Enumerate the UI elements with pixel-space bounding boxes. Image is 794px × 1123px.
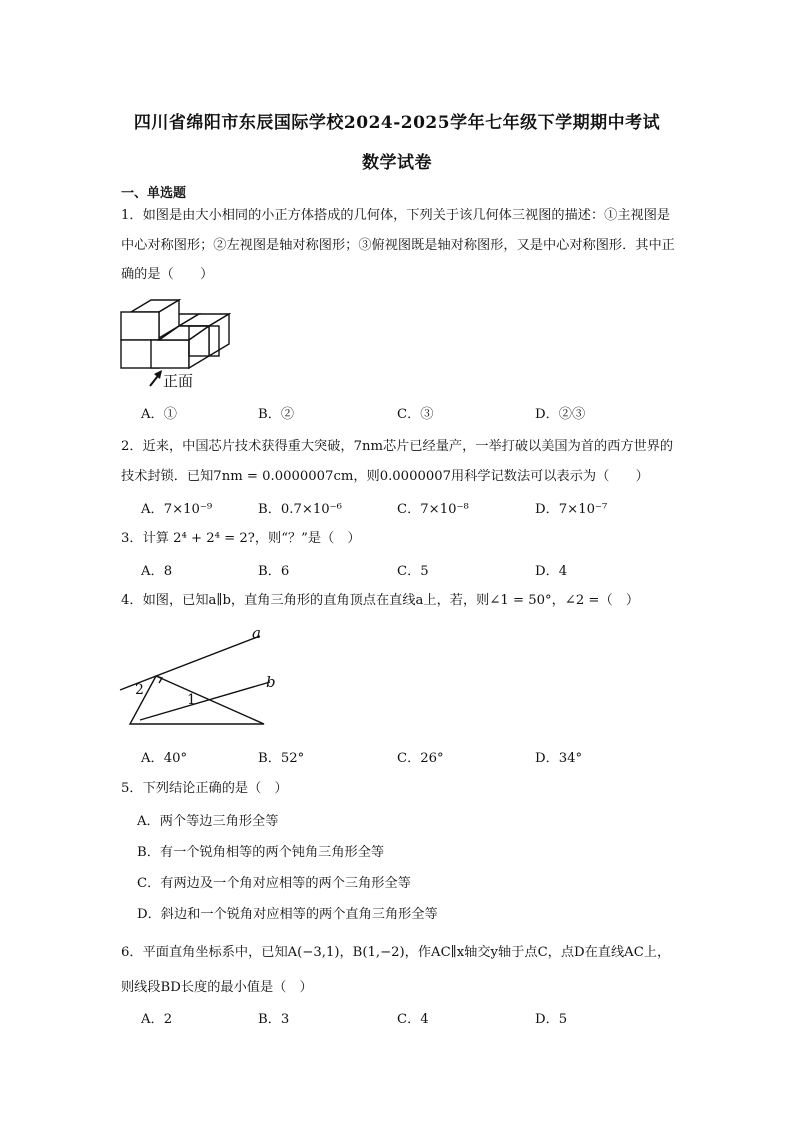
q5-option-b[interactable]: B．有一个锐角相等的两个钝角三角形全等 [137,845,385,860]
q4-option-c[interactable]: C．26° [397,751,444,766]
q2-option-d[interactable]: D．7×10⁻⁷ [535,502,608,517]
q1-option-c[interactable]: C．③ [397,407,434,422]
q2-option-c[interactable]: C．7×10⁻⁸ [397,502,469,517]
q2-option-a[interactable]: A．7×10⁻⁹ [141,502,213,517]
q1-option-a[interactable]: A．① [141,407,177,422]
question-4-stem: 4．如图，已知a∥b，直角三角形的直角顶点在直线a上，若，则∠1 = 50°，∠2 =（ ） [121,593,640,608]
line-a-label: a [252,624,261,642]
q6-option-d[interactable]: D．5 [535,1012,568,1027]
q3-option-a[interactable]: A．8 [141,564,173,579]
section-heading: 一、单选题 [121,186,187,201]
q2-option-b[interactable]: B．0.7×10⁻⁶ [258,502,342,517]
question-2-options [141,498,701,518]
q5-option-c[interactable]: C．有两边及一个角对应相等的两个三角形全等 [137,876,411,891]
exam-title: 四川省绵阳市东辰国际学校2024-2025学年七年级下学期期中考试 [133,113,661,133]
q3-option-d[interactable]: D．4 [535,564,568,579]
q6-option-c[interactable]: C．4 [397,1012,429,1027]
question-3-options [141,560,701,580]
question-2-stem: 2．近来，中国芯片技术获得重大突破，7nm芯片已经量产，一举打破以美国为首的西方世界的技术封锁．已知7nm = 0.0000007cm，则0.0000007用科学记数法可以表示为（ ） [121,439,674,484]
question-1-options [141,403,701,423]
q3-option-b[interactable]: B．6 [258,564,290,579]
front-label: 正面 [163,372,194,390]
question-5-stem: 5．下列结论正确的是（ ） [121,781,288,796]
question-1-stem: 1．如图是由大小相同的小正方体搭成的几何体，下列关于该几何体三视图的描述：①主视图是中心对称图形；②左视图是轴对称图形；③俯视图既是轴对称图形，又是中心对称图形．其中正确的是（ ） [121,208,675,282]
angle-1-label: 1 [187,692,196,708]
parallel-lines-figure [112,620,282,732]
question-6-stem: 6．平面直角坐标系中，已知A(−3,1)，B(1,−2)，作AC∥x轴交y轴于点C，点D在直线AC上，则线段BD长度的最小值是（ ） [121,945,671,995]
q6-option-a[interactable]: A．2 [141,1012,173,1027]
question-4-options [141,747,701,767]
q3-option-c[interactable]: C．5 [397,564,429,579]
q1-option-b[interactable]: B．② [258,407,295,422]
q5-option-a[interactable]: A．两个等边三角形全等 [137,814,279,829]
exam-subtitle: 数学试卷 [362,153,432,173]
cube-figure [110,296,240,392]
question-3-stem: 3．计算 2⁴ + 2⁴ = 2?，则“？”是（ ） [121,531,361,546]
q1-option-d[interactable]: D．②③ [535,407,586,422]
q4-option-d[interactable]: D．34° [535,751,583,766]
q4-option-a[interactable]: A．40° [141,751,188,766]
question-6-options [141,1008,701,1028]
line-b-label: b [266,673,276,691]
q6-option-b[interactable]: B．3 [258,1012,290,1027]
angle-2-label: 2 [135,682,144,698]
q5-option-d[interactable]: D．斜边和一个锐角对应相等的两个直角三角形全等 [137,907,438,922]
q4-option-b[interactable]: B．52° [258,751,305,766]
